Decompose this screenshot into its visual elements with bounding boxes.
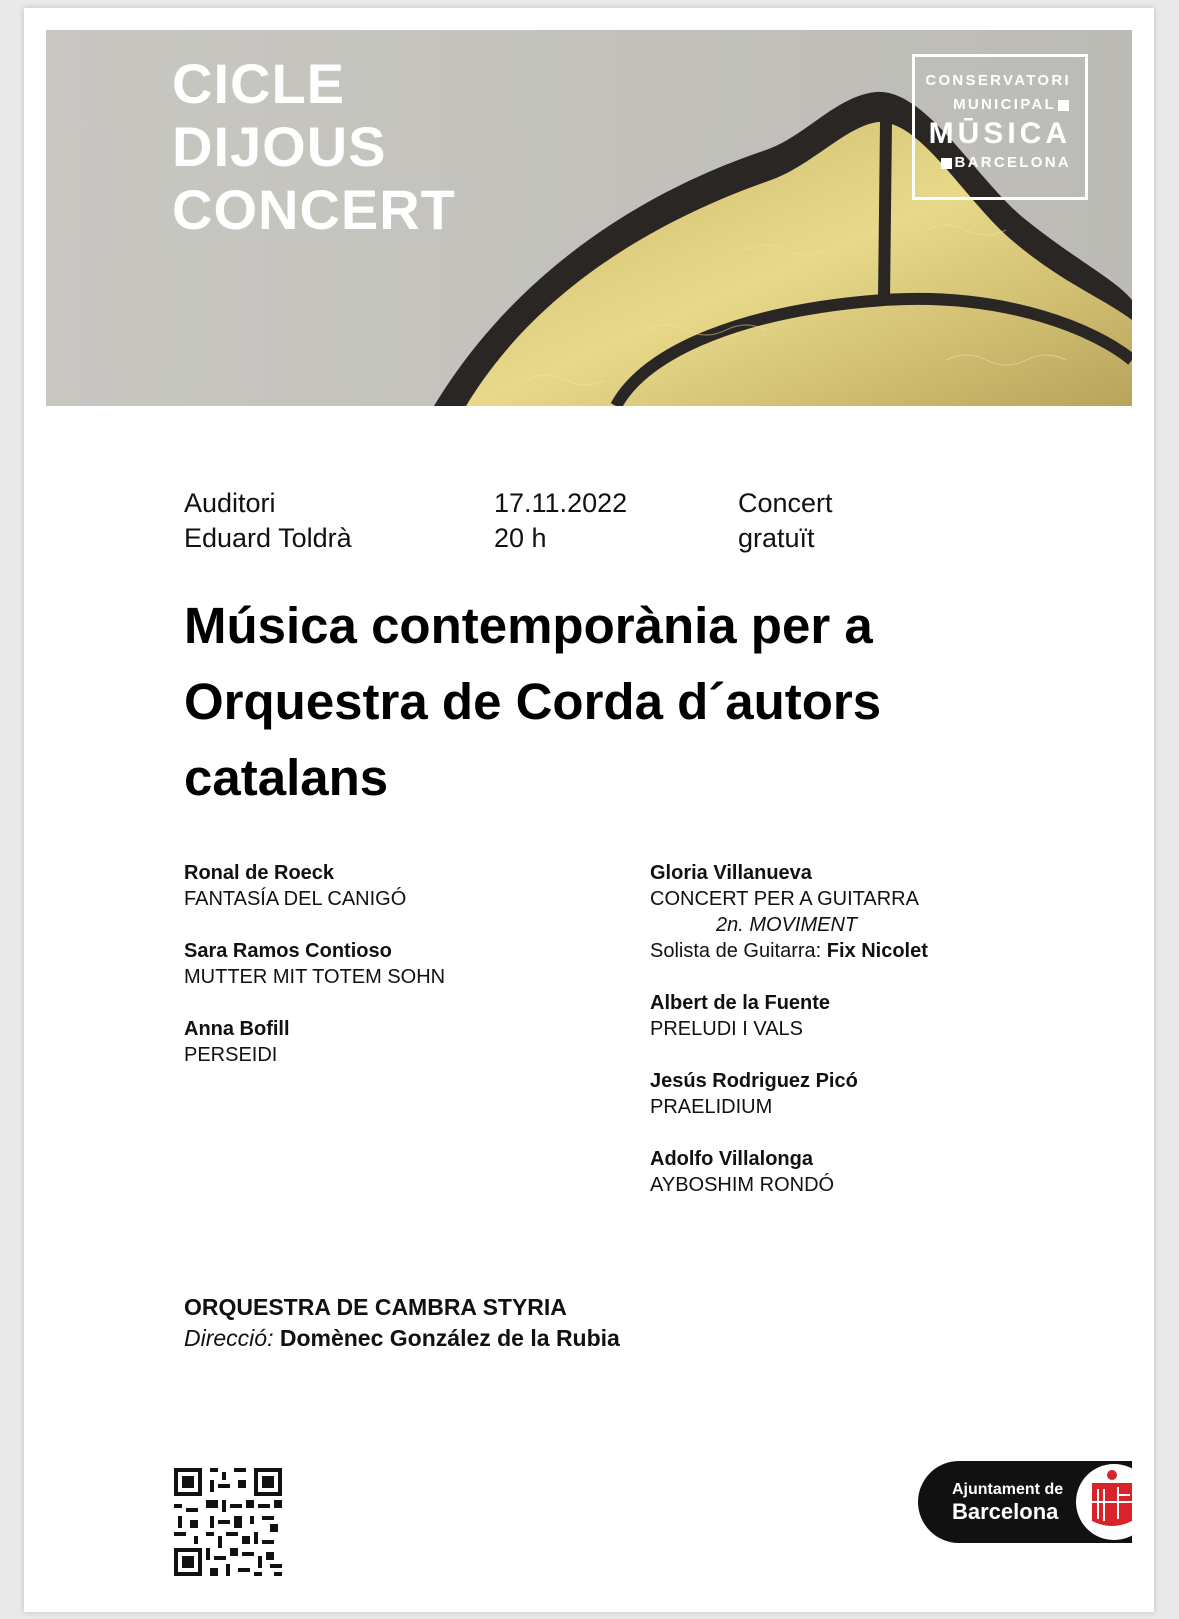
movement-label: 2n. MOVIMENT	[716, 914, 858, 936]
orchestra-name: ORQUESTRA DE CAMBRA STYRIA	[184, 1294, 567, 1320]
program-item: Jesús Rodriguez Picó PRAELIDIUM	[650, 1070, 858, 1118]
program-item: Ronal de Roeck FANTASÍA DEL CANIGÓ	[184, 862, 407, 910]
director-line: Direcció: Domènec González de la Rubia	[184, 1325, 620, 1351]
price-info: Concert gratuït	[738, 488, 833, 553]
date-time-info: 17.11.2022 20 h	[494, 488, 628, 553]
ajuntament-barcelona-logo: Ajuntament de Barcelona	[918, 1461, 1132, 1543]
header-banner	[46, 30, 1132, 406]
program-item: Gloria Villanueva CONCERT PER A GUITARRA 2n. MOVIMENT Solista de Guitarra: Fix Nicolet	[650, 862, 928, 962]
qr-code-icon[interactable]	[174, 1468, 282, 1576]
barcelona-shield-icon	[1070, 1461, 1132, 1543]
square-icon	[941, 158, 952, 169]
program-left-column	[184, 860, 445, 1094]
logo-line-musica: MŪSICA	[928, 117, 1071, 150]
cycle-line: DIJOUS	[172, 115, 387, 178]
program-right-column	[650, 860, 928, 1224]
cycle-title	[172, 52, 456, 241]
program-item: Adolfo Villalonga AYBOSHIM RONDÓ	[650, 1148, 835, 1196]
logo-line-conservatori: CONSERVATORI	[925, 72, 1071, 89]
cycle-line: CICLE	[172, 52, 345, 115]
concert-title: Música contemporània per a Orquestra de Corda d´autors catalans	[184, 597, 882, 806]
conservatori-logo	[912, 54, 1088, 200]
cycle-line: CONCERT	[172, 178, 456, 241]
square-icon	[1058, 100, 1069, 111]
orchestra-credits	[184, 1292, 620, 1354]
program-item: Sara Ramos Contioso MUTTER MIT TOTEM SOHN	[184, 940, 446, 988]
program-item: Albert de la Fuente PRELUDI I VALS	[650, 992, 831, 1040]
logo-line-barcelona: BARCELONA	[915, 151, 1071, 175]
venue-info: Auditori Eduard Toldrà	[184, 488, 352, 553]
soloist-line: Solista de Guitarra: Fix Nicolet	[650, 940, 928, 962]
logo-line-municipal: MUNICIPAL	[915, 93, 1071, 117]
program-item: Anna Bofill PERSEIDI	[184, 1018, 290, 1066]
